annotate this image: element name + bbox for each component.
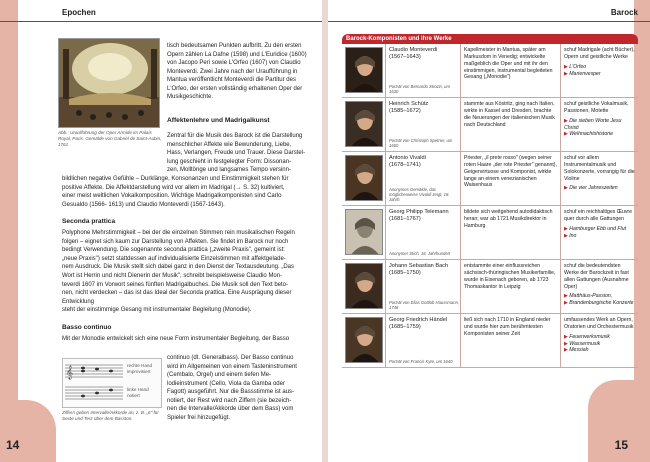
left-page — [0, 0, 322, 462]
page-number-right: 15 — [614, 438, 628, 452]
affekt-text-wide — [62, 175, 313, 343]
right-page-header — [328, 0, 650, 22]
text-line: notiert, der Rest wird nach Ziffern (sie bezeich- — [167, 397, 292, 404]
text-line: wird im Allgemeinen von einem Tasteninstrument — [167, 363, 297, 370]
opera-painting — [58, 38, 160, 128]
works-summary: schuf die bedeutendsten Werke der Barockzeit in fast allen Gattungen (Ausnahme Oper) — [564, 263, 629, 290]
portrait-cell — [342, 152, 386, 205]
intro-text — [167, 42, 313, 102]
composer-portrait — [345, 263, 383, 309]
left-page-margin-band — [0, 0, 18, 462]
work-item — [564, 233, 635, 240]
text-line: zen, Molltönge und langsames Tempo versinn- — [167, 167, 291, 174]
text-line: continuo (dt. Generalbass). Der Basso continuo — [167, 355, 294, 361]
composer-works — [561, 98, 638, 151]
table-row — [342, 44, 638, 98]
score-label-right-hand: rechte Hand improvisiert — [127, 363, 153, 374]
table-row — [342, 314, 638, 368]
triangle-bullet-icon: ▶ — [564, 347, 570, 354]
work-title: Ino — [569, 232, 577, 239]
composer-name: (1585–1672) — [389, 108, 421, 115]
triangle-bullet-icon: ▶ — [564, 131, 570, 138]
work-title: Wassermusik — [569, 340, 601, 347]
text-line: L'Orfeo, der ersten vollständig erhaltenen Oper der — [167, 85, 303, 92]
text-line: Musikgeschichte. — [167, 94, 214, 101]
table-row — [342, 260, 638, 314]
left-page-header — [0, 0, 322, 22]
text-line: Spieler frei hinzugefügt. — [167, 414, 231, 421]
composer-works — [561, 44, 638, 97]
composer-description: stammte aus Köstritz, ging nach Italien, wirkte in Kassel und Dresden, brachte die Neuerungen der italienischen Musik nach Deutschland — [461, 98, 561, 151]
triangle-bullet-icon: ▶ — [564, 117, 570, 124]
portrait-credit: Porträt von Elias Gottlob Haussmann, 1748 — [389, 299, 460, 310]
score-staff — [63, 359, 125, 407]
work-item — [564, 334, 635, 341]
composer-name: Johann Sebastian Bach — [389, 263, 449, 269]
table-row — [342, 152, 638, 206]
work-item — [564, 64, 635, 71]
composer-description: Priester, „il prete rosso" (wegen seiner roten Haare „der rote Priester" genannt), Geigenvirtuose und Komponist, wirkte lange an einem venezianischen Waisenhaus — [461, 152, 561, 205]
text-line: menschlicher Affekte wie Bewunderung, Liebe, — [167, 141, 292, 148]
composer-name-cell — [386, 152, 461, 205]
page-number-left: 14 — [6, 438, 20, 452]
affekt-section — [167, 116, 313, 125]
section-heading-seconda: Seconda prattica — [62, 218, 116, 226]
section-heading-basso: Basso continuo — [62, 323, 112, 331]
portrait-cell — [342, 314, 386, 367]
work-title: Hamburger Ebb und Flut — [569, 225, 627, 232]
basso-score — [62, 358, 162, 408]
section-heading-affekt: Affektenlehre und Madrigalkunst — [167, 117, 270, 124]
composer-table — [342, 34, 638, 368]
work-title: Brandenburgische Konzerte — [569, 300, 634, 307]
triangle-bullet-icon: ▶ — [564, 225, 570, 232]
portrait-credit: Porträt von Christoph Spetner, um 1660 — [389, 137, 453, 148]
composer-name: (1567–1643) — [389, 54, 421, 61]
triangle-bullet-icon: ▶ — [564, 185, 570, 192]
text-line: (Cembalo, Orgel) und einem tiefen Me- — [167, 372, 272, 379]
work-title: Matthäus-Passion, — [569, 293, 613, 300]
portrait-cell — [342, 44, 386, 97]
affekt-text-narrow — [167, 132, 313, 175]
work-title: Weihnachtshistorie — [569, 131, 613, 138]
text-line: lodieinstrument (Cello, Viola da Gamba oder — [167, 380, 285, 387]
table-title: Barock-Komponisten und ihre Werke — [342, 34, 638, 44]
work-title: Die vier Jahreszeiten — [569, 185, 618, 192]
works-summary: schuf geistliche Vokalmusik, Passionen, Motette — [564, 101, 629, 114]
composer-portrait — [345, 101, 383, 147]
svg-text:𝄞: 𝄞 — [66, 365, 74, 379]
works-summary: schuf ein reichhaltiges Œuvre quer durch alle Gattungen — [564, 209, 633, 222]
works-summary: umfassendes Werk an Opern, Oratorien und Orchestermusik — [564, 317, 634, 330]
text-line: Hass, Verlangen, Freude und Trauer. Diese Darstel- — [167, 150, 306, 157]
composer-works — [561, 152, 638, 205]
composer-portrait — [345, 47, 383, 93]
portrait-credit: Anonymer Stich, 18. Jahrhundert — [389, 250, 451, 256]
composer-works — [561, 206, 638, 259]
work-item — [564, 118, 635, 132]
triangle-bullet-icon: ▶ — [564, 300, 570, 307]
work-item — [564, 131, 635, 138]
composer-name-cell — [386, 44, 461, 97]
work-title: Die sieben Worte Jesu Christi — [564, 117, 622, 131]
text-line: Fagott) ausgeführt. Nur die Bassstimme ist aus- — [167, 389, 295, 396]
left-page-corner-deco — [0, 400, 56, 462]
composer-name: Georg Philipp Telemann — [389, 209, 449, 215]
composer-name: Claudio Monteverdi — [389, 47, 438, 53]
text-line: einer meist weltlichen Vokalkomposition. Wichtige Madrigalkomponisten sind Carlo — [62, 193, 282, 200]
composer-portrait — [345, 317, 383, 363]
left-header-title: Epochen — [62, 8, 96, 17]
work-title: Marienvesper — [569, 70, 601, 77]
composer-name: (1678–1741) — [389, 162, 421, 169]
table-body — [342, 44, 638, 368]
text-line: Polyphone Mehrstimmigkeit – bei der die einzelnen Stimmen rein musikalischen Regeln — [62, 230, 295, 237]
composer-name: (1685–1759) — [389, 324, 421, 331]
basso-text — [167, 354, 313, 422]
portrait-credit: Anonymes Gemälde, das möglicherweise Vivaldi zeigt, 18. Jahrh. — [389, 186, 450, 202]
triangle-bullet-icon: ▶ — [564, 340, 570, 347]
composer-works — [561, 260, 638, 313]
right-page — [328, 0, 650, 462]
composer-name-cell — [386, 314, 461, 367]
text-line: positive Affekte. Die Affektdarstellung wird vor allem im Madrigal (→ S. 32) kultiviert, — [62, 184, 285, 191]
composer-name: Heinrich Schütz — [389, 101, 429, 107]
work-item — [564, 293, 635, 300]
text-line: „neue Praxis") setzt stattdessen auf individualisierte Einzelstimmen mit affektgelade- — [62, 255, 286, 262]
portrait-cell — [342, 206, 386, 259]
text-line: Gesualdo (1566- 1613) und Claudio Monteverdi (1567-1643). — [62, 201, 225, 208]
composer-works — [561, 314, 638, 367]
work-item — [564, 347, 635, 354]
work-item — [564, 300, 635, 307]
composer-name: (1685–1750) — [389, 270, 421, 277]
table-row — [342, 206, 638, 260]
work-item — [564, 226, 635, 233]
work-item — [564, 71, 635, 78]
triangle-bullet-icon: ▶ — [564, 232, 570, 239]
composer-name: Antonio Vivaldi — [389, 155, 426, 161]
text-line: Opern zählen La Dafne (1598) und L'Euridice (1600) — [167, 51, 307, 58]
composer-description: ließ sich nach 1710 in England nieder und wurde hier zum berühmtesten Komponisten seiner Zeit — [461, 314, 561, 367]
portrait-credit: Porträt von Bernardo Strozzi, um 1630 — [389, 83, 450, 94]
composer-name-cell — [386, 98, 461, 151]
text-line: bildlichen negative Gefühle – Durklänge, Konsonanzen und Einstimmigkeit stehen für — [62, 176, 289, 182]
text-line: tisch bedeutsamen Punkten aufbritt. Zu den ersten — [167, 43, 302, 49]
text-line: steht der einstimmige Gesang mit instrumentaler Begleitung (Monodie). — [62, 307, 252, 314]
text-line: Wort ist Herrin und nicht Dienerin der Musik", schreibt beispielsweise Claudio Mon- — [62, 273, 283, 279]
score-caption: Ziffern geben Intervalle/Akkorde an, z. B. „6" für Sexte und Terz über dem Basston. — [62, 410, 159, 421]
text-line: folgen – eignet sich kaum zur Darstellung von Affekten. Sie findet im Barock nur noch — [62, 238, 289, 245]
works-summary: schuf vor allem Instrumentalmusik und Solokonzerte, vorrangig für die Violine — [564, 155, 635, 182]
work-title: L'Orfeo — [569, 63, 587, 70]
work-title: Feuerwerksmusik — [569, 333, 610, 340]
composer-description: Kapellmeister in Mantua, später am Markusdom in Venedig; entwickelte maßgeblich die Oper und mit ihr den einstimmigen, instrumental begleiteten Gesang („Monodie") — [461, 44, 561, 97]
triangle-bullet-icon: ▶ — [564, 70, 570, 77]
text-line: Zentral für die Musik des Barock ist die Darstellung — [167, 133, 303, 139]
text-line: bedingt Verwendung. Die sogenannte seconda prattica („zweite Praxis", gemeint ist: — [62, 247, 285, 254]
portrait-cell — [342, 98, 386, 151]
work-item — [564, 185, 635, 192]
composer-portrait — [345, 209, 383, 255]
text-line: teverdi 1607 im Vorwort seines fünften Madrigalbuches. Die Musik soll den Text beto- — [62, 281, 289, 288]
text-line: Mantua veröffentlicht Monteverdi die Partitur des — [167, 77, 296, 84]
right-header-title: Barock — [610, 8, 638, 17]
table-row — [342, 98, 638, 152]
opera-caption: Abb.: Uraufführung der Oper Armide im Palais Royal, Paris. Gemälde von Gabriel de Saint-Aubin, 1761 — [58, 130, 162, 147]
text-line: Monteverdi. Zwei Jahre nach der Uraufführung in — [167, 68, 298, 75]
text-line: lung geschieht in festgelegter Form: Dissonan- — [167, 158, 292, 165]
text-line: nen, nicht verdecken – das ist das Ideal der Seconda prattica. Eine Ausprägung dieser Entwicklung — [62, 290, 292, 305]
composer-name-cell — [386, 260, 461, 313]
portrait-cell — [342, 260, 386, 313]
text-line: Mit der Monodie entwickelt sich eine neue Form instrumentaler Begleitung, der Basso — [62, 335, 290, 342]
works-summary: schuf Madrigale (acht Bücher), Opern und geistliche Werke — [564, 47, 635, 60]
text-line: nem Ausdruck. Die Musik stellt sich dabei ganz in den Dienst der Textausdeutung. „Das — [62, 264, 295, 271]
triangle-bullet-icon: ▶ — [564, 293, 570, 300]
composer-description: entstammte einer einflussreichen sächsisch-thüringischen Musikerfamilie, wurde in Eisenach geboren, ab 1723 Thomaskantor in Leipzig — [461, 260, 561, 313]
work-item — [564, 341, 635, 348]
text-line: nen die Intervalle/Akkorde über dem Bass) vom — [167, 406, 294, 413]
text-line: von Jacopo Peri sowie L'Orfeo (1607) von Claudio — [167, 60, 301, 67]
composer-name: (1681–1767) — [389, 216, 421, 223]
composer-name-cell — [386, 206, 461, 259]
score-label-left-hand: linke Hand notiert — [127, 387, 149, 398]
composer-portrait — [345, 155, 383, 201]
composer-name: Georg Friedrich Händel — [389, 317, 448, 323]
work-title: Messiah — [569, 347, 589, 354]
triangle-bullet-icon: ▶ — [564, 333, 570, 340]
triangle-bullet-icon: ▶ — [564, 63, 570, 70]
portrait-credit: Porträt von Francis Kyte, um 1640 — [389, 358, 453, 364]
composer-description: bildete sich weitgehend autodidaktisch heran; war ab 1721 Musikdirektor in Hamburg — [461, 206, 561, 259]
